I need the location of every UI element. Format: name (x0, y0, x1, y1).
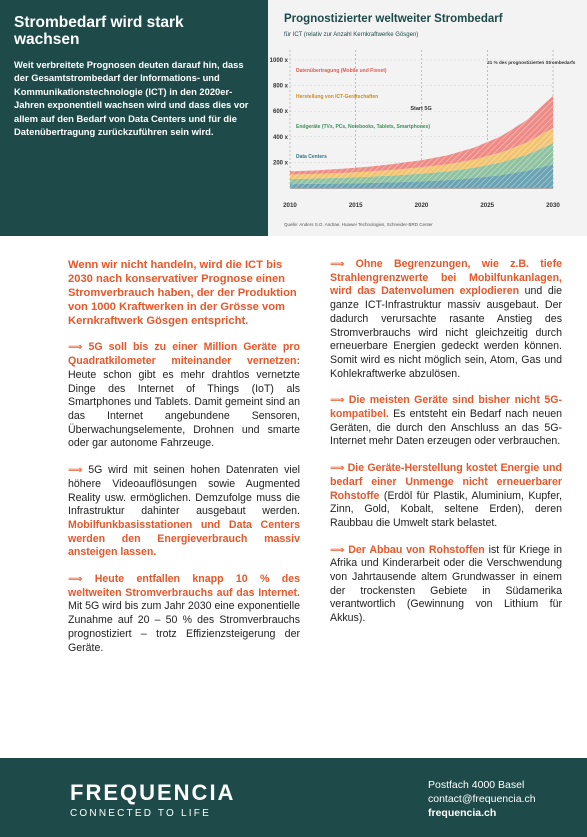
arrow-icon: ⟹ (330, 259, 345, 270)
paragraph-text: (Erdöl für Plastik, Aluminium, Kupfer, Zinn, Gold, Kobalt, seltene Erden), deren Raubbau die Umwelt stark belastet. (330, 489, 562, 529)
left-column (68, 258, 300, 668)
paragraph-highlight: Mobilfunkbasisstationen und Data Centers werden den Energieverbrauch massiv ansteigen lassen. (68, 518, 300, 559)
paragraph-5g-devices (68, 341, 300, 451)
paragraph-text: und die ganze ICT-Infrastruktur massiv ausgebaut. Der dadurch verursachte rasante Anstieg des Stromverbrauchs wird nicht gleichzeitig durch erneuerbare Energien gedeckt werden können. Somit wird es nicht möglich sein, Atom, Gas und Kohlekraftwerke abzulösen. (330, 285, 562, 380)
paragraph-text: 5G wird mit seinen hohen Datenraten viel höhere Videoauflösungen sowie Augmented Reality usw. ermöglichen. Demzufolge muss die Infrastruktur dahinter ausgebaut werden. (68, 464, 300, 518)
x-tick-label: 2025 (480, 202, 495, 209)
right-column (330, 258, 562, 639)
paragraph-heading: 5G soll bis zu einer Million Geräte pro Quadratkilometer miteinander vernetzen: (68, 341, 300, 368)
annotation-start-5g: Start 5G (410, 106, 432, 112)
legend-label: Endgeräte (TVs, PCs, Notebooks, Tablets, Smartphones) (296, 124, 431, 130)
paragraph-devices-compat (330, 394, 562, 449)
paragraph-text: Es entsteht ein Bedarf nach neuen Geräten, die durch den Anschluss an das 5G-Internet mehr Daten erzeugen oder verbrauchen. (330, 408, 562, 448)
chart-subtitle: für ICT (relativ zur Anzahl Kernkraftwerke Gösgen) (284, 32, 419, 38)
x-tick-label: 2030 (546, 202, 560, 209)
arrow-icon: ⟹ (68, 574, 83, 586)
paragraph-5g-datarates (68, 464, 300, 560)
intro-text: Weit verbreitete Prognosen deuten darauf hin, dass der Gesamtstrombedarf der Informations- und Kommunikationstechnologie (ICT) in den 2020er-Jahren exponentiell wachsen wird und dass dies vor allem auf den Bedarf von Data Centers und für die Datenübertragung zurückzuführen sein wird. (14, 59, 249, 138)
paragraph-raw-materials (330, 544, 562, 626)
paragraph-heading: Die meisten Geräte sind bisher nicht 5G-kompatibel. (330, 394, 562, 421)
arrow-icon: ⟹ (330, 395, 345, 407)
x-tick-label: 2020 (414, 202, 429, 209)
y-tick-label: 600 x (272, 109, 288, 116)
y-tick-label: 400 x (272, 134, 288, 141)
x-tick-label: 2015 (348, 202, 363, 209)
arrow-icon: ⟹ (68, 342, 83, 354)
arrow-icon: ⟹ (68, 465, 83, 477)
legend-label: Data Centers (296, 154, 327, 160)
frequencia-logo: FREQUENCIA (70, 780, 236, 805)
paragraph-internet-share (68, 573, 300, 655)
website-link[interactable]: frequencia.ch (428, 807, 497, 819)
y-tick-label: 800 x (272, 83, 288, 90)
chart-source: Quelle: Anders S.G. Andrae, Huawei Technologies, Schneider-BRD Center (284, 222, 433, 227)
chart (268, 0, 587, 236)
tagline: CONNECTED TO LIFE (70, 808, 211, 819)
intro-panel (0, 0, 268, 236)
paragraph-heading: Der Abbau von Rohstoffen (348, 543, 485, 556)
arrow-icon: ⟹ (330, 463, 345, 475)
legend-label: Herstellung von ICT-Gerätschaften (296, 94, 379, 100)
arrow-icon: ⟹ (330, 544, 345, 556)
y-tick-label: 200 x (272, 160, 288, 167)
paragraph-manufacturing (330, 462, 562, 531)
paragraph-heading: Ohne Begrenzungen, wie z.B. tiefe Strahlengrenzwerte bei Mobilfunkanlagen, wird das Datenvolumen explodieren (330, 258, 562, 298)
paragraph-no-limits (330, 258, 562, 381)
intro-title: Strombedarf wird stark wachsen (14, 14, 184, 48)
x-tick-label: 2010 (283, 202, 297, 209)
paragraph-text: ist für Kriege in Afrika und Kinderarbeit oder die Verschwendung von Jahrtausende altem Grundwasser in einem der trockensten Gebiete in Südamerika verantwortlich (Gewinnung von Lithium für Akkus). (330, 543, 562, 625)
y-tick-label: 1000 x (269, 58, 288, 64)
contact-block (428, 778, 536, 820)
email-link[interactable]: contact@frequencia.ch (428, 793, 536, 805)
paragraph-text: Mit 5G wird bis zum Jahr 2030 eine exponentielle Zunahme auf 20 – 50 % des Stromverbrauchs prognostiziert – trotz Effizienzsteigerung der Geräte. (68, 600, 300, 654)
annotation-share: 21 % des prognostizierten Strombedarfs (487, 60, 576, 65)
footer (0, 758, 587, 837)
paragraph-heading: Die Geräte-Herstellung kostet Energie und bedarf einer Unmenge nicht erneuerbarer Rohstoffe (330, 462, 562, 502)
chart-title: Prognostizierter weltweiter Strombedarf (284, 13, 503, 25)
paragraph-heading: Heute entfallen knapp 10 % des weltweiten Stromverbrauchs auf das Internet. (68, 573, 300, 599)
lead-paragraph: Wenn wir nicht handeln, wird die ICT bis 2030 nach konservativer Prognose einen Stromverbrauch haben, der der Produktion von 1000 Kraftwerken in der Grösse vom Kernkraftwerk Gösgen entspricht. (68, 259, 297, 328)
paragraph-text: Heute schon gibt es mehr drahtlos vernetzte Dinge des Internet of Things (IoT) als Smartphones und Tablets. Damit gemeint sind an das Internet angebundene Sensoren, Überwachungselemente, Drohnen und smarte oder gar autonome Fahrzeuge. (68, 368, 300, 450)
legend-label: Datenübertragung (Mobile und Fixnet) (296, 68, 387, 74)
chart-panel (268, 0, 587, 236)
address: Postfach 4000 Basel (428, 779, 525, 791)
